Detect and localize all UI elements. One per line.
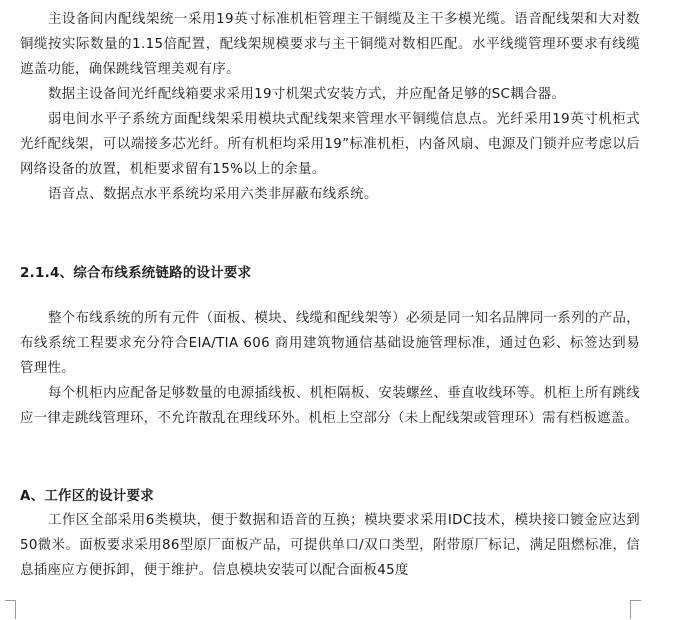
- paragraph-fiber-patch-box: 数据主设备间光纤配线箱要求采用19寸机架式安装方式，并应配备足够的SC耦合器。: [48, 87, 566, 102]
- page-corner-mark-left: [5, 600, 16, 619]
- section-body-mid: [20, 306, 640, 431]
- paragraph-cat6-utp: 语音点、数据点水平系统均采用六类非屏蔽布线系统。: [48, 187, 378, 202]
- section-heading-214: 2.1.4、综合布线系统链路的设计要求: [20, 266, 252, 281]
- section-heading-work-area: A、工作区的设计要求: [20, 489, 154, 504]
- paragraph-work-area-modules: 工作区全部采用6类模块，便于数据和语音的互换；模块要求采用IDC技术，模块接口镀金应达到50微米。面板要求采用86型原厂面板产品，可提供单口/双口类型，附带原厂标记，满足阻燃标准，信息插座应方便拆卸，便于维护。信息模块安装可以配合面板45度: [20, 513, 640, 578]
- paragraph-all-components: 整个布线系统的所有元件（面板、模块、线缆和配线架等）必须是同一知名品牌同一系列的产品，布线系统工程要求充分符合EIA/TIA 606 商用建筑物通信基础设施管理标准，通过色彩、标签达到易管理性。: [20, 311, 640, 376]
- paragraph-main-equipment-room: 主设备间内配线架统一采用19英寸标准机柜管理主干铜缆及主干多模光缆。语音配线架和大对数铜缆按实际数量的1.15倍配置，配线架规模要求与主干铜缆对数相匹配。水平线缆管理环要求有线缆遮盖功能，确保跳线管理美观有序。: [20, 12, 640, 77]
- paragraph-cabinet-accessories: 每个机柜内应配备足够数量的电源插线板、机柜隔板、安装螺丝、垂直收线环等。机柜上所有跳线应一律走跳线管理环，不允许散乱在理线环外。机柜上空部分（未上配线架或管理环）需有档板遮盖。: [20, 386, 640, 426]
- paragraph-horizontal-subsystem: 弱电间水平子系统方面配线架采用模块式配线架来管理水平铜缆信息点。光纤采用19英寸机柜式光纤配线架，可以端接多芯光纤。所有机柜均采用19”标准机柜，内备风扇、电源及门锁并应考虑以后网络设备的放置，机柜要求留有15%以上的余量。: [20, 112, 640, 177]
- page-corner-mark-right: [630, 600, 641, 619]
- section-body-top: [20, 7, 640, 207]
- section-body-bottom: [20, 508, 640, 583]
